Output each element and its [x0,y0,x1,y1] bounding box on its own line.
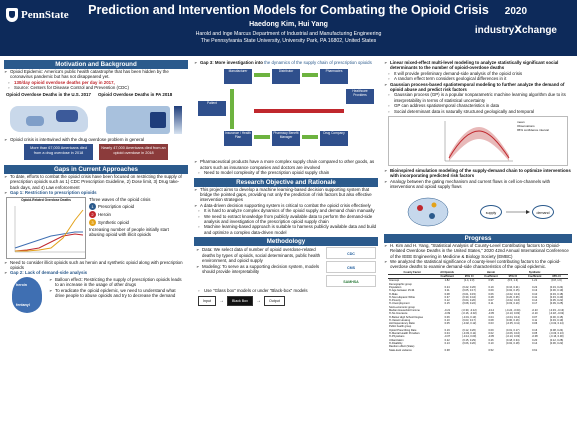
table-cell: (0.12, 0.28) [549,338,564,342]
column-left [4,60,188,428]
supply-node: supply [480,205,502,219]
affiliation-line-2: The Pennsylvania State University, University Park, PA 16802, United States [200,37,377,44]
table-cell: 0.02 [488,332,494,336]
table-cell: % Below High School Degree [389,315,424,319]
table-cell: % Age between 15-34 [389,289,415,293]
table-cell: (-0.02, 0.14) [549,322,564,326]
table-cell: (0.01, 0.15) [462,292,476,296]
poster-authors: Haedong Kim, Hui Yang [249,21,328,28]
table-cell: 0.06 [444,315,450,319]
wave-item-1: 1 Prescription opioid [89,203,179,210]
table-cell: (-0.02, 0.13) [505,292,520,296]
node-manufacturer: Manufacturer [224,69,252,84]
table-cell: 0.38 [444,348,450,352]
table-cell: 0.04 [488,315,494,319]
table-cell: -0.23 [531,308,538,312]
banner-drug-overdose: More than 67,000 Americans died from a drug overdose in 2018 [24,144,93,160]
table-cell: 0.06 [488,292,494,296]
table-cell: 1.21 [532,279,538,283]
table-cell: (0.22, 0.26) [462,285,476,289]
table-cell: (0.12, 0.26) [462,328,476,332]
table-cell: -0.09 [444,312,451,316]
pa-map [98,92,186,136]
poster-title: Prediction and Intervention Models for Combating the Opioid Crisis [88,3,489,17]
right-item-2: ▫ It will provide preliminary demand-side analysis of the opioid crisis [384,71,572,76]
table-cell: (0.02, 0.18) [506,341,520,345]
table-cell: 0.15 [444,302,450,306]
progress-analyzed: ➢ We analyzed the statistical significance of county-level contributing factors to the opioid-overdose deaths to examine demand-side characteristics of the opioid epidemic. [384,259,572,270]
motivation-text: ➢ Opioid Epidemic: America's public health catastrophe that has been hidden by the coronavirus pandemic but has not disappeared yet. [4,69,188,80]
table-cell: 0.16 [532,328,538,332]
balloon-effect-text: ➢ Balloon effect: Restricting the supply of prescription opioids leads to an increase in the usage of other drugs [49,277,186,288]
bio-text: ➢ Bioinspired simulation modeling of the supply-demand chain to optimize interventions with incorporating predicted risk factors [384,168,572,179]
supply-demand-diagram [388,192,568,232]
table-cell: 0.19 [444,328,450,332]
table-cell: -0.05 [488,312,494,316]
table-cell: (-0.16, 0.00) [549,335,564,339]
table-cell: (0.33, 0.49) [549,295,564,299]
research-item-4: ▫ We need to extract knowledge from publicly available data to perform the demand-side analysis and investigation of the prescription opioid supply chain [194,214,378,225]
table-cell: 0.11 [488,302,494,306]
table-cell: (0.5, 1.3) [507,279,519,283]
wave-item-3: 3 Synthetic opioid [89,219,179,226]
table-cell: (-0.05, 0.11) [505,322,520,326]
supply-chain-text: ➢ Pharmaceutical products have a more complex supply chain compared to other goods, as actors such as insurance companies and doctors are involved [194,159,378,170]
poster-header [0,0,577,56]
table-cell: % Mental Health Providers [389,332,420,336]
table-cell: (0.01, 0.17) [506,328,520,332]
table-cell: 0.11 [532,318,538,322]
motivation-stat: ▫ 130/day opioid overdose deaths per day in 2017, [4,80,188,85]
method-use-text: ▫ Use "Glass box" models or under "Black-box" models [194,288,378,293]
flow-output: Output [264,296,285,306]
table-cell: (0.06, 0.19) [549,289,564,293]
table-cell: Opioid Prescribing Rate [389,328,417,332]
table-cell: 0.13 [532,289,538,293]
table-cell: 0.11 [444,289,450,293]
opioid-crisis-text: ➢ Opioid crisis is intertwined with the drug overdose problem in general [4,137,188,142]
table-cell: 0.04 [444,332,450,336]
right-item-7: ▫ Social determinant data is naturally structured geologically and temporal [384,109,572,114]
table-cell: 0.03 [488,322,494,326]
logo-text: PennState [21,9,69,21]
data-source-logos [326,247,376,287]
table-cell: 0.08 [444,292,450,296]
table-cell: 0.22 [444,338,450,342]
conference-badge [475,6,557,36]
method-data-text: ➢ Data: We select data of number of opioid overdose-related deaths by types of opioids, social determinants, public health environment, and opioid supply [196,247,323,263]
table-cell: 0.26 [488,338,494,342]
table-cell: (0.03, 0.17) [462,318,476,322]
arrow-right-icon: → [255,297,261,304]
table-cell: -0.21 [444,308,451,312]
research-item-2: ➢ A data-driven decision supporting system is critical to combat the opioid crisis effectively [194,203,378,208]
table-cell: Urbanization [389,338,404,342]
gp-legend: mean Observations 95% confidence interval [517,120,549,132]
table-cell: 0.22 [532,285,538,289]
table-cell: 0.28 [488,295,494,299]
table-cell: 0.17 [532,302,538,306]
table-cell: (-0.30, -0.12) [461,308,477,312]
research-item-3: ▫ It is hard to analyze complex dynamics of the opioid supply and demand chain manually [194,208,378,213]
node-healthcare: Healthcare Providers [346,89,374,104]
right-item-4: ➢ Gaussian process-based spatiotemporal modeling to further analyze the demand of opioid abuse and predict risk factors [384,82,572,93]
us-map-region [26,116,44,126]
method-modeling-text: ➢ Modeling: To serve as a supporting decision system, models should provide interpretability [196,264,323,275]
table-cell: -0.05 [488,335,494,339]
cms-logo: CMS [326,261,376,273]
flow-blackbox: Black Box [227,296,253,306]
stat-banners [4,142,188,162]
table-cell: % Physicians [389,335,405,339]
right-item-5: ▫ Gaussian process (GP) is a popular nonparametric machine learning algorithm due to its interpretability in terms of statistical uncertainty [384,92,572,103]
table-cell: (0.18, 0.34) [506,338,520,342]
table-cell: 0.14 [532,341,538,345]
flow-arrow-1 [254,73,270,77]
table-cell: (0.05, 0.22) [549,299,564,303]
table-cell: (-0.02, 0.16) [505,299,520,303]
table-cell: 0.05 [444,322,450,326]
table-cell: % No Insurance [389,312,408,316]
motivation-heading: Motivation and Background [4,60,188,69]
table-cell: 0.10 [532,292,538,296]
table-cell: (0.20, 0.36) [506,295,520,299]
table-cell: 0.08 [488,318,494,322]
node-patient: Patient [198,101,226,116]
table-cell: 0.95 [488,279,494,283]
overdose-chart-svg [7,202,87,258]
balloon-graphic: heroin fentanyl [6,277,46,323]
column-middle [194,60,378,428]
table-cell: 0.41 [532,295,538,299]
maps-row [4,91,188,137]
method-heading: Methodology [194,237,378,246]
table-cell: (0.08, 0.22) [462,302,476,306]
pa-map-title: Opioid Overdose Deaths in PA 2018 [98,91,173,97]
progress-heading: Progress [384,234,572,243]
waves-list [89,197,179,259]
flow-input: Input [198,296,216,306]
table-cell: (-0.03, 0.11) [462,332,477,336]
table-cell: -0.08 [531,335,538,339]
table-cell: % Unemployment [389,302,410,306]
table-cell: (0.03, 0.18) [549,292,564,296]
need-illicit-text: ➢ Need to consider illicit opioids such as heroin and synthetic opioid along with prescription opioids [4,260,188,271]
table-cell: (0.04, 0.20) [462,299,476,303]
table-cell: (0.8, 1.6) [551,279,562,283]
table-cell: 0.24 [444,285,450,289]
table-cell: (0.06, 0.20) [462,341,476,345]
table-cell: (0.00, 0.16) [506,318,520,322]
table-cell: (-0.13, 0.03) [505,312,520,316]
table-cell: 0.52 [488,348,494,352]
arrow-right-icon: → [219,297,224,304]
node-distributor: Distributor [272,69,300,84]
table-cell [458,349,481,352]
table-cell: (0.02, 0.15) [506,289,520,293]
research-item-1: ➢ This project aims to develop a machine learning-based decision supporting system that bridge the pointed gaps, providing not only the prediction of risk factors but also effective intervention strategies [194,187,378,203]
table-cell: Population [389,285,402,289]
table-cell: (-0.06, 0.10) [505,332,520,336]
supply-need-text: ▫ Need to model complexity of the prescription opioid supply chain [194,170,378,175]
table-cell: 0.09 [488,289,494,293]
analogy-text: ➢ Analogy between the gating mechanism and current flows in cell ion-channels with interventions and opioid supply flows [384,179,572,190]
table-cell: (-0.03, 0.13) [549,332,564,336]
table-cell: 0.19 [488,285,494,289]
overdose-chart [6,197,86,259]
table-cell: 0.07 [532,315,538,319]
table-cell: % Non-Hispanic White [389,295,415,299]
table-cell: (0.08, 0.24) [549,328,564,332]
table-cell: (0.15, 0.29) [462,338,476,342]
table-cell: 0.06 [532,322,538,326]
samhsa-logo: SAMHSA [326,275,376,287]
table-cell: Random effect (State) [389,345,415,349]
table-subheader-row: Coefficient 95% CI Coefficient 95% CI Coefficient 95% CI [388,275,568,279]
table-cell: (-0.02, 0.12) [462,322,477,326]
results-table [388,271,568,352]
right-item-6: ▫ GP can address spatiotemporal characteristics in data [384,103,572,108]
increasing-text: Increasing number of people initially start abusing opioid with illicit opioids [89,227,169,238]
table-cell: 0.37 [444,295,450,299]
flow-arrow-money [254,109,344,113]
table-cell: 0.07 [488,299,494,303]
right-item-3: ▫ A random effect term considers geological differences in it [384,76,572,81]
table-cell: (0.03, 0.19) [506,302,520,306]
table-row [388,349,568,352]
pa-map-legend [174,106,182,134]
table-cell: 1.82 [444,279,450,283]
us-map [6,92,94,136]
table-cell: State-level variance [389,348,412,352]
blackbox-flow [194,294,378,308]
gaps-text: ➢ To date, efforts to combat the opioid crisis have been focused on restricting the supply of prescription opioids such as 1) CDC Prescription Guideline, 2) Dose limit, 3) Drug take-back days, and 4) Law enforcement [4,174,188,190]
banner-opioid-overdose: Nearly 47,000 Americans died from an opioid overdose in 2018 [99,144,168,160]
gp-plot [388,116,568,166]
ion-channel-shape [408,198,448,226]
motivation-source: ▫ Source: Centers for Disease Control and Prevention (CDC) [4,85,188,90]
table-cell: 0.12 [444,299,450,303]
table-cell [545,349,568,352]
table-cell: (0.03, 0.19) [549,318,564,322]
table-cell: (-0.13, 0.03) [505,335,520,339]
column-right [384,60,572,428]
waves-title: Three waves of the opioid crisis [89,196,151,202]
table-cell: (-0.16, -0.02) [461,312,477,316]
demand-node: demand [532,205,554,219]
overdose-chart-title: Opioid-Related Overdose Deaths [21,197,71,202]
table-cell: (-0.01, 0.13) [462,315,477,319]
table-cell: 0.61 [532,348,538,352]
progress-ref: ➢ H. Kim and H. Yang, "Statistical Analysis of County-Level Contributing factors to Opioid-Related Overdose Deaths in the United States," 2020 42nd Annual International Conference of the IEEE Engineering in Medicine & Biology Society (EMBC) [384,243,572,259]
table-cell: -0.07 [444,335,451,339]
research-item-5: ▫ Machine learning-based approach is suitable to harness publicly available data and build and optimize a complex data-driven model [194,224,378,235]
conference-year: 2020 [504,6,528,17]
cdc-logo: CDC [326,247,376,259]
table-cell: 0.10 [488,341,494,345]
table-cell [501,349,524,352]
table-cell: 0.05 [532,332,538,336]
table-cell: (1.4, 2.3) [463,279,475,283]
node-pbm: Pharmacy Benefit Manager [272,131,300,146]
table-cell: 0.14 [532,299,538,303]
table-cell: % Male [389,292,398,296]
table-cell: Median Household Income [389,308,420,312]
table-cell: % Vacant Housing [389,318,411,322]
table-cell: (-0.33, -0.13) [549,308,565,312]
node-insurance: Insurance / Health Plan [224,131,252,146]
table-cell: -0.10 [531,312,538,316]
table-cell: Intercept [389,279,400,283]
table-cell: (0.00, 0.15) [549,315,564,319]
table-cell: (0.16, 0.21) [506,285,520,289]
gap1-label: ➢ Gap 1: Restriction to prescription opioids [4,190,188,195]
table-body [388,279,568,352]
table-cell: (-0.24, -0.04) [505,308,521,312]
us-map-hotspot [56,110,78,122]
flow-arrow-3 [230,89,234,129]
flow-arrow-5 [254,135,270,139]
table-cell: Socio-economic group [389,305,415,309]
flow-arrow-4 [302,135,318,139]
table-cell: Demographic group [389,282,412,286]
table-cell: % Poverty [389,299,401,303]
research-heading: Research Objective and Rationale [194,178,378,187]
us-map-title: Opioid Overdose Deaths in the U.S. 2017 [6,91,91,97]
table-cell: 0.09 [488,328,494,332]
method-row [194,246,378,288]
table-cell: (0.09, 0.25) [549,302,564,306]
table-cell: 0.10 [444,318,450,322]
table-cell: (0.05, 0.17) [462,289,476,293]
table-cell: HH Dependency Ratio [389,322,415,326]
gap3-text: ➢ Gap 3: More investigation into the dynamics of the supply chain of prescription opioids [194,60,378,65]
table-cell: (0.06, 0.22) [549,341,564,345]
table-cell: (0.30, 0.44) [462,295,476,299]
table-cell: 0.13 [444,341,450,345]
gaps-heading: Gaps in Current Approaches [4,165,188,174]
supply-chain-diagram [194,67,378,159]
eradicate-text: ➢ To eradicate the opioid epidemic, we need to understand what drive people to abuse opioids and try to decrease the demand [49,288,186,299]
pa-map-hotspot [150,112,166,128]
wave-item-2: 2 Heroin [89,211,179,218]
gap1-row [4,196,188,260]
node-drug-company: Drug Company [320,131,348,146]
affiliation-line-1: Harold and Inge Marcus Department of Industrial and Manufacturing Engineering [195,31,382,37]
balloon-row [4,276,188,324]
table-cell: -0.14 [488,308,494,312]
gap2-label: ➢ Gap 2: Lack of demand-side analysis [4,270,188,275]
table-header-row: County Factor All Opioids Heroin Synthetic [388,271,568,275]
table-cell: (-0.04, 0.12) [505,315,520,319]
node-pharmacies: Pharmacies [320,69,348,84]
table-cell: (0.19, 0.24) [549,285,564,289]
flow-arrow-2 [302,73,318,77]
right-item-1: ➢ Linear mixed-effect multi-level modeling to analyze statistically significant social determinants to the number of opioid-overdose deaths [384,60,572,71]
table-cell: 0.20 [532,338,538,342]
table-cell: (-0.18, -0.02) [549,312,565,316]
table-cell: % Disability [389,341,403,345]
table-cell: Public health group [389,325,412,329]
conference-name: industry𝗫change [474,25,557,36]
table-cell: (-0.14, 0.00) [462,335,477,339]
